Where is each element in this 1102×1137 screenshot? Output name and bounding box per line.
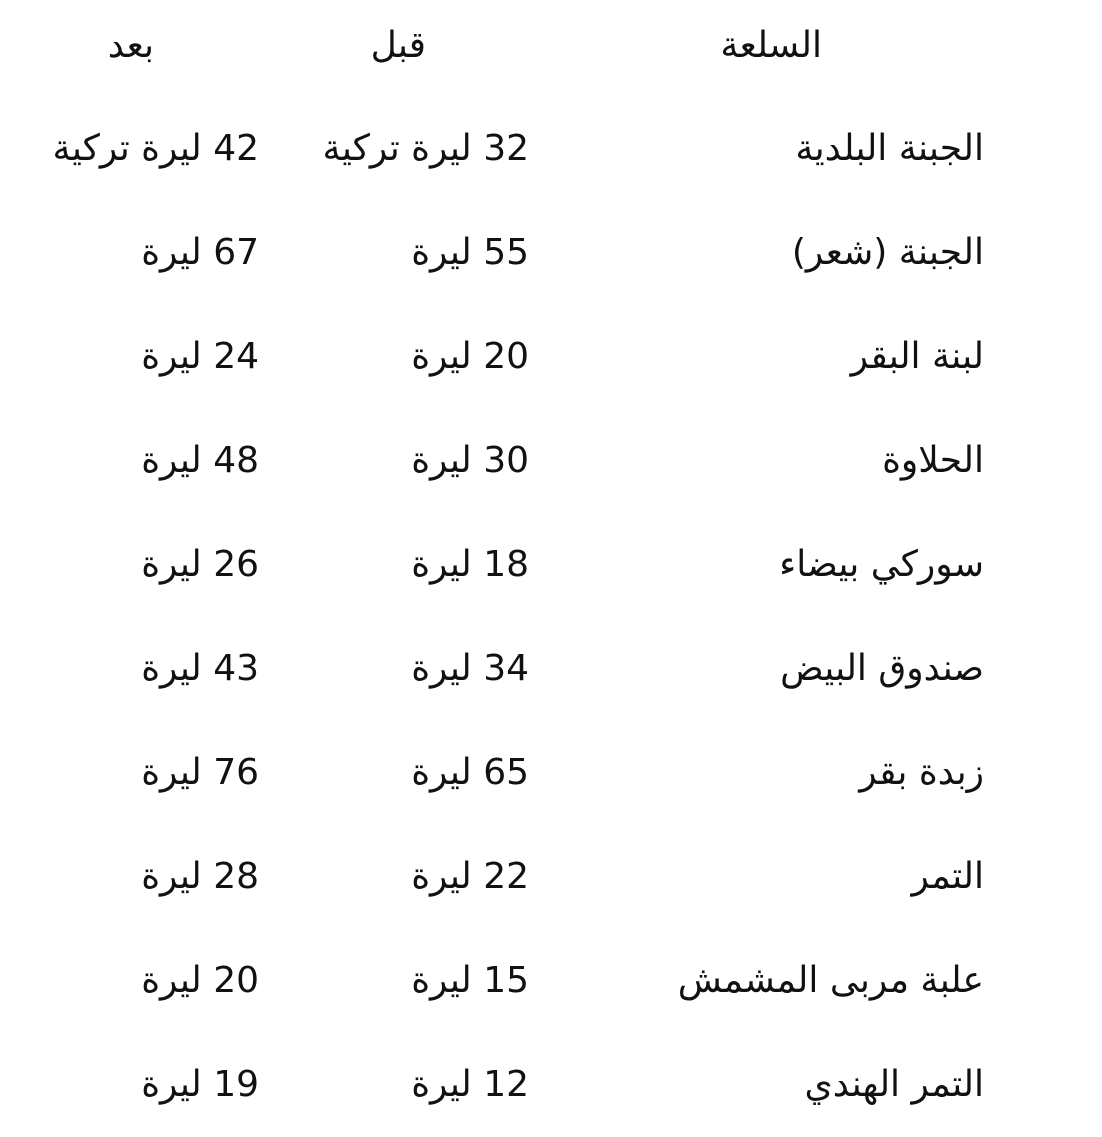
price-before: 20 ليرة [411,336,529,377]
table-row [0,305,1102,409]
price-after: 43 ليرة [141,648,259,689]
price-before: 30 ليرة [411,440,529,481]
item-name: سوركي بيضاء [779,544,984,585]
price-before: 22 ليرة [411,856,529,897]
item-name: صندوق البيض [780,648,984,689]
price-after: 24 ليرة [141,336,259,377]
price-before: 32 ليرة تركية [322,128,529,169]
price-after: 20 ليرة [141,960,259,1001]
price-after: 19 ليرة [141,1064,259,1105]
item-name: الجبنة (شعر) [791,232,984,273]
price-after: 26 ليرة [141,544,259,585]
header-before: قبل [370,25,426,66]
item-name: لبنة البقر [850,336,984,377]
price-after: 76 ليرة [141,752,259,793]
header-item: السلعة [720,25,822,66]
price-after: 28 ليرة [141,856,259,897]
price-before: 65 ليرة [411,752,529,793]
item-name: التمر [911,856,984,897]
table-row [0,617,1102,721]
item-name: التمر الهندي [804,1064,984,1105]
price-before: 55 ليرة [411,232,529,273]
item-name: زبدة بقر [859,752,984,793]
header-after: بعد [107,25,154,66]
table-row [0,513,1102,617]
table-row [0,201,1102,305]
price-before: 18 ليرة [411,544,529,585]
table-row [0,97,1102,201]
price-before: 12 ليرة [411,1064,529,1105]
price-before: 34 ليرة [411,648,529,689]
item-name: الجبنة البلدية [795,128,984,169]
price-before: 15 ليرة [411,960,529,1001]
table-row [0,409,1102,513]
item-name: الحلاوة [882,440,984,481]
table-row [0,825,1102,929]
table-row [0,1033,1102,1137]
price-after: 42 ليرة تركية [52,128,259,169]
price-after: 48 ليرة [141,440,259,481]
price-after: 67 ليرة [141,232,259,273]
table-row [0,929,1102,1033]
table-row [0,721,1102,825]
table-header [0,0,1102,104]
item-name: علبة مربى المشمش [677,960,984,1001]
